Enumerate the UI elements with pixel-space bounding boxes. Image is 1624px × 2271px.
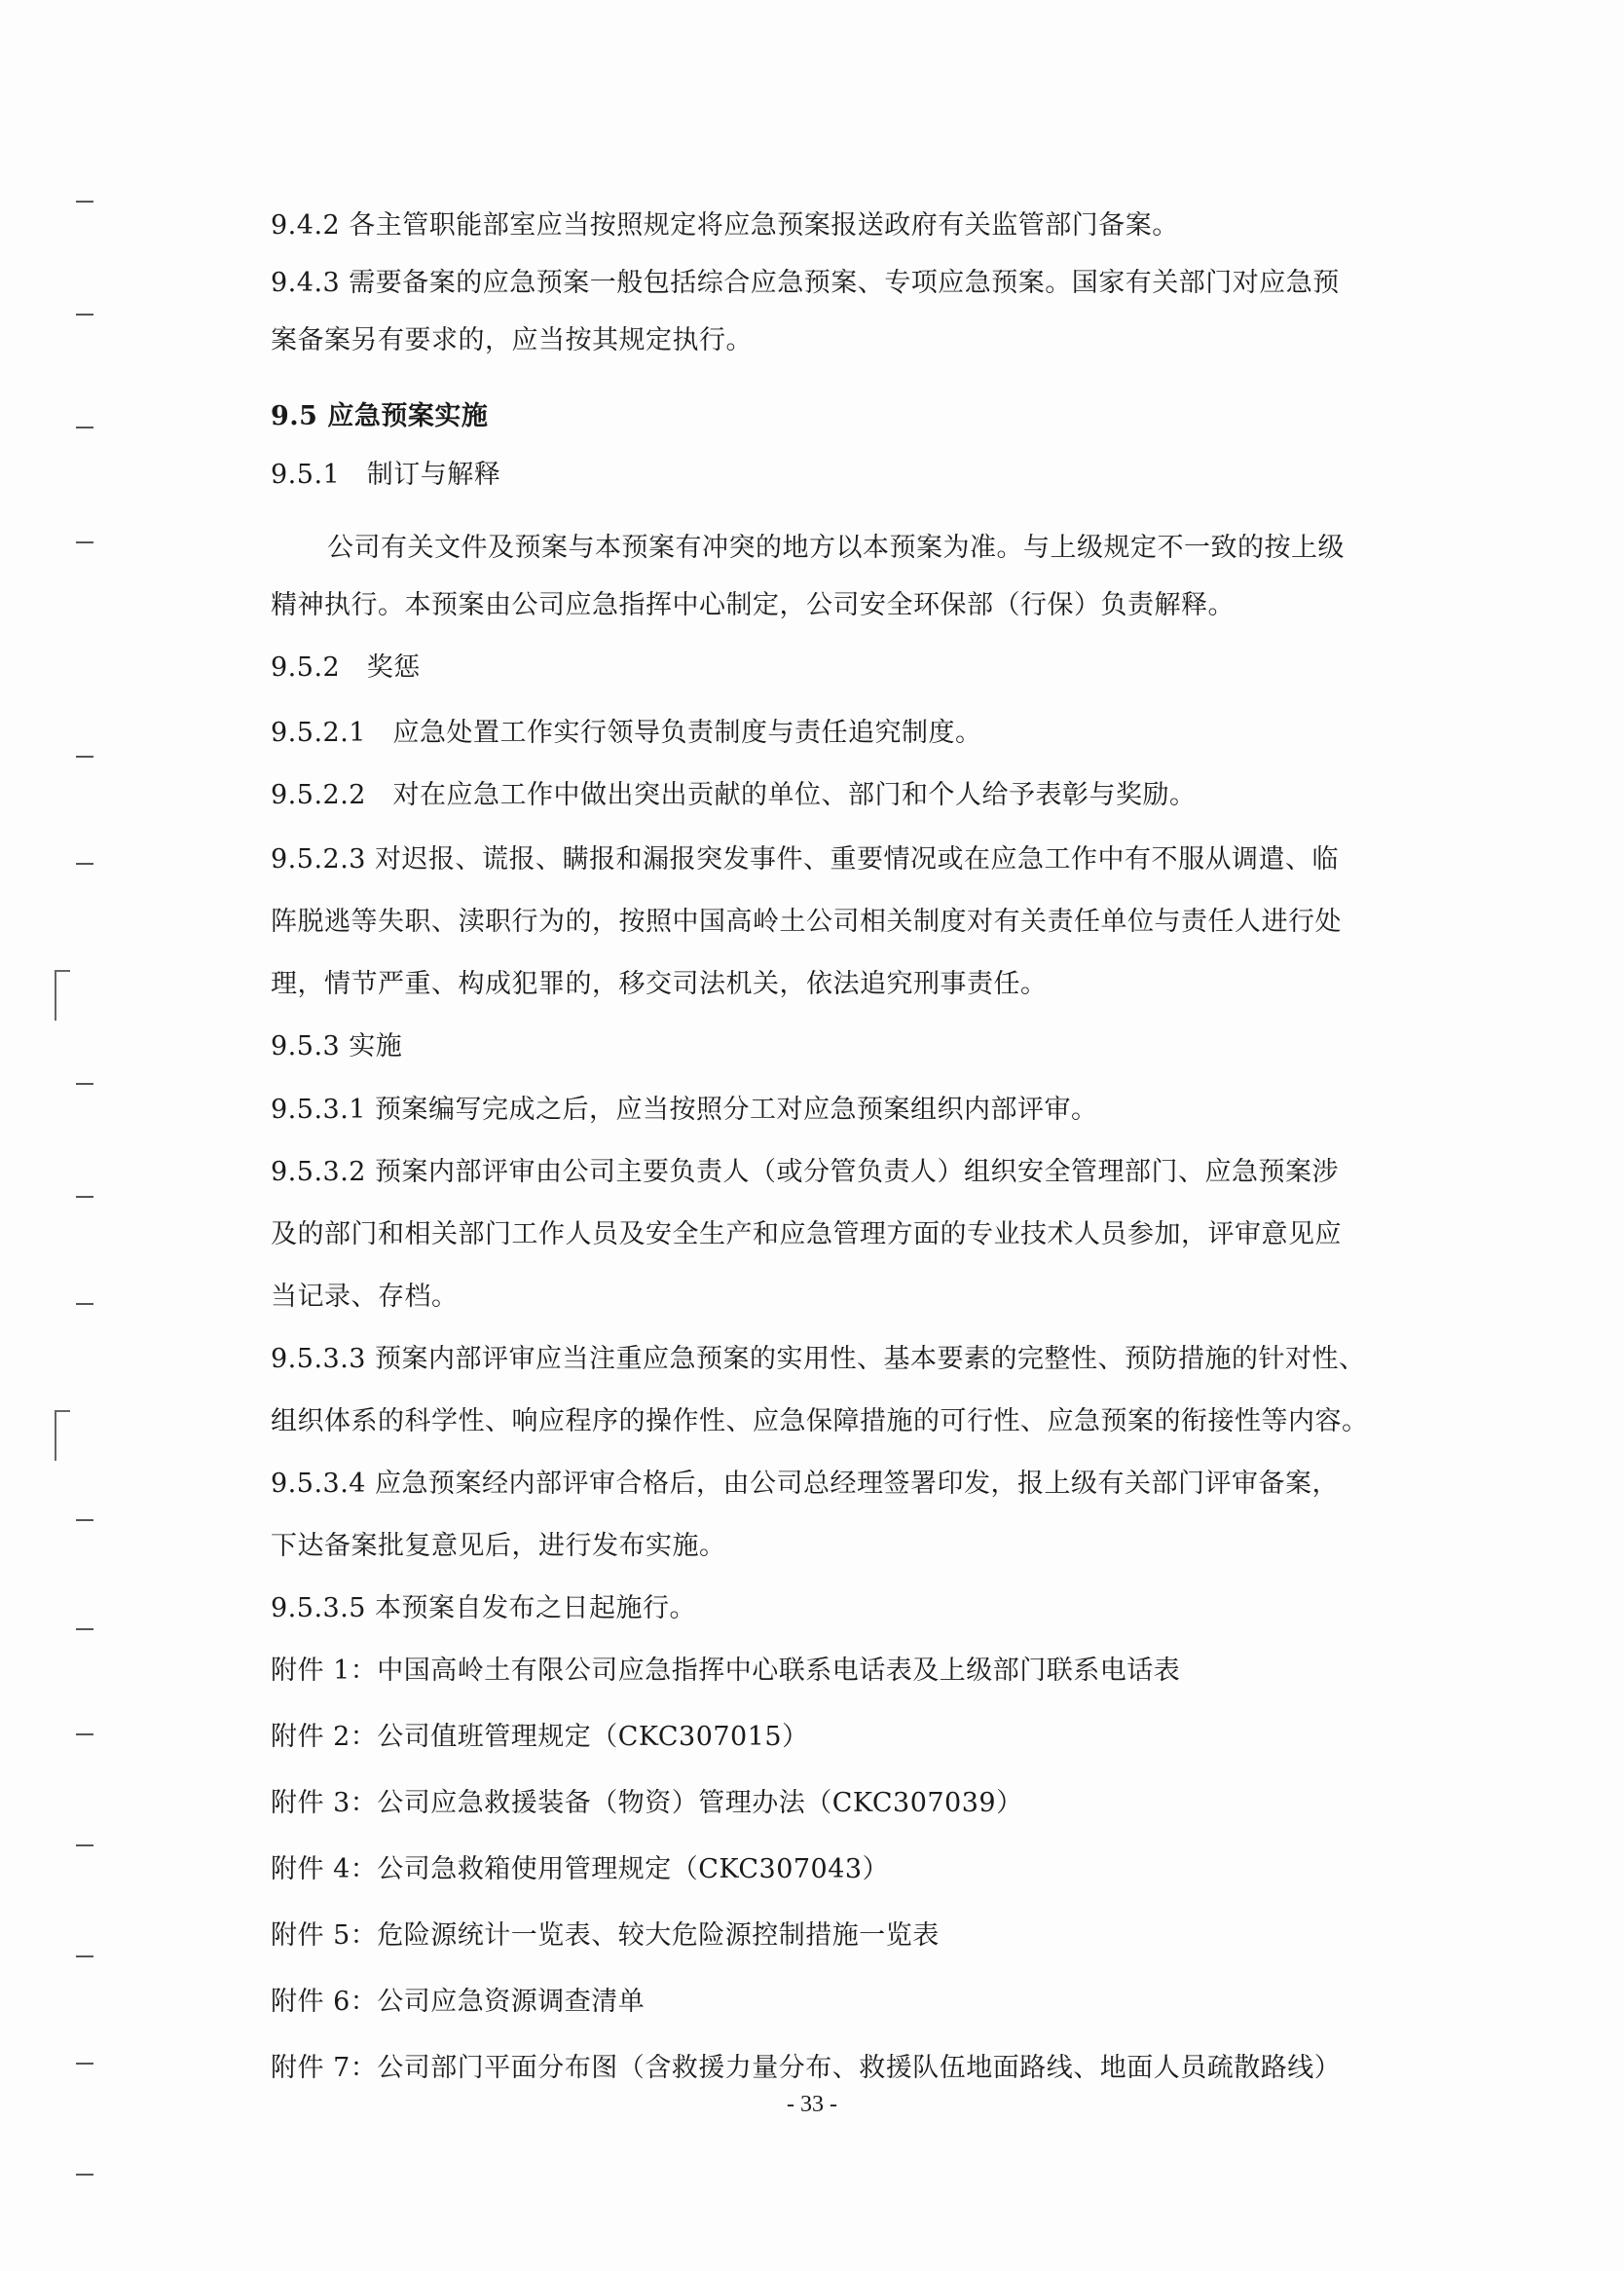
clause-9-4-2: 9.4.2 各主管职能部室应当按照规定将应急预案报送政府有关监管部门备案。 — [271, 210, 1179, 241]
subsection-heading-9-5-3: 9.5.3 实施 — [271, 1031, 403, 1061]
margin-mark — [76, 314, 93, 316]
margin-mark — [76, 1196, 93, 1198]
clause-9-4-3-cont: 案备案另有要求的，应当按其规定执行。 — [271, 325, 753, 355]
attachment-2: 附件 2：公司值班管理规定（CKC307015） — [271, 1722, 809, 1752]
margin-mark — [76, 541, 93, 543]
attachment-1: 附件 1：中国高岭土有限公司应急指挥中心联系电话表及上级部门联系电话表 — [271, 1656, 1181, 1686]
margin-mark — [76, 1083, 93, 1085]
clause-9-5-3-3-cont: 组织体系的科学性、响应程序的操作性、应急保障措施的可行性、应急预案的衔接性等内容。 — [271, 1406, 1369, 1436]
margin-mark — [76, 1628, 93, 1630]
clause-9-5-3-2: 9.5.3.2 预案内部评审由公司主要负责人（或分管负责人）组织安全管理部门、应急预案涉 — [271, 1157, 1340, 1187]
margin-mark — [76, 427, 93, 428]
clause-9-5-2-3-cont-1: 阵脱逃等失职、渎职行为的，按照中国高岭土公司相关制度对有关责任单位与责任人进行处 — [271, 907, 1342, 937]
clause-9-5-3-5: 9.5.3.5 本预案自发布之日起施行。 — [271, 1593, 697, 1623]
margin-mark — [76, 1955, 93, 1957]
paragraph-9-5-1: 公司有关文件及预案与本预案有冲突的地方以本预案为准。与上级规定不一致的按上级 — [327, 533, 1345, 563]
margin-mark — [76, 756, 93, 758]
attachment-7: 附件 7：公司部门平面分布图（含救援力量分布、救援队伍地面路线、地面人员疏散路线） — [271, 2053, 1342, 2083]
margin-bracket — [55, 970, 70, 1021]
section-heading-9-5: 9.5 应急预案实施 — [271, 401, 489, 431]
margin-mark — [76, 1844, 93, 1846]
page-number: - 33 - — [787, 2092, 837, 2117]
clause-9-5-2-3: 9.5.2.3 对迟报、谎报、瞒报和漏报突发事件、重要情况或在应急工作中有不服从调遣、临 — [271, 844, 1340, 875]
clause-9-4-3: 9.4.3 需要备案的应急预案一般包括综合应急预案、专项应急预案。国家有关部门对应急预 — [271, 268, 1340, 298]
margin-mark — [76, 2063, 93, 2065]
clause-9-5-3-2-cont-1: 及的部门和相关部门工作人员及安全生产和应急管理方面的专业技术人员参加，评审意见应 — [271, 1219, 1342, 1249]
margin-mark — [76, 863, 93, 865]
attachment-6: 附件 6：公司应急资源调查清单 — [271, 1987, 646, 2017]
clause-9-5-2-3-cont-2: 理，情节严重、构成犯罪的，移交司法机关，依法追究刑事责任。 — [271, 969, 1048, 999]
margin-mark — [76, 201, 93, 203]
clause-9-5-2-2: 9.5.2.2 对在应急工作中做出突出贡献的单位、部门和个人给予表彰与奖励。 — [271, 780, 1197, 810]
attachment-3: 附件 3：公司应急救援装备（物资）管理办法（CKC307039） — [271, 1788, 1023, 1818]
subsection-heading-9-5-1: 9.5.1 制订与解释 — [271, 460, 501, 490]
paragraph-9-5-1-cont: 精神执行。本预案由公司应急指挥中心制定，公司安全环保部（行保）负责解释。 — [271, 590, 1235, 620]
attachment-5: 附件 5：危险源统计一览表、较大危险源控制措施一览表 — [271, 1920, 940, 1951]
margin-mark — [76, 1519, 93, 1521]
margin-mark — [76, 1303, 93, 1305]
attachment-4: 附件 4：公司急救箱使用管理规定（CKC307043） — [271, 1854, 890, 1884]
margin-mark — [76, 1733, 93, 1735]
clause-9-5-3-2-cont-2: 当记录、存档。 — [271, 1282, 459, 1312]
margin-mark — [76, 2174, 93, 2176]
subsection-heading-9-5-2: 9.5.2 奖惩 — [271, 652, 421, 683]
clause-9-5-2-1: 9.5.2.1 应急处置工作实行领导负责制度与责任追究制度。 — [271, 718, 982, 748]
margin-bracket — [55, 1410, 70, 1461]
clause-9-5-3-4: 9.5.3.4 应急预案经内部评审合格后，由公司总经理签署印发，报上级有关部门评审备案， — [271, 1469, 1340, 1499]
clause-9-5-3-1: 9.5.3.1 预案编写完成之后，应当按照分工对应急预案组织内部评审。 — [271, 1095, 1098, 1125]
clause-9-5-3-4-cont: 下达备案批复意见后，进行发布实施。 — [271, 1531, 726, 1561]
clause-9-5-3-3: 9.5.3.3 预案内部评审应当注重应急预案的实用性、基本要素的完整性、预防措施的针对性、 — [271, 1344, 1366, 1374]
